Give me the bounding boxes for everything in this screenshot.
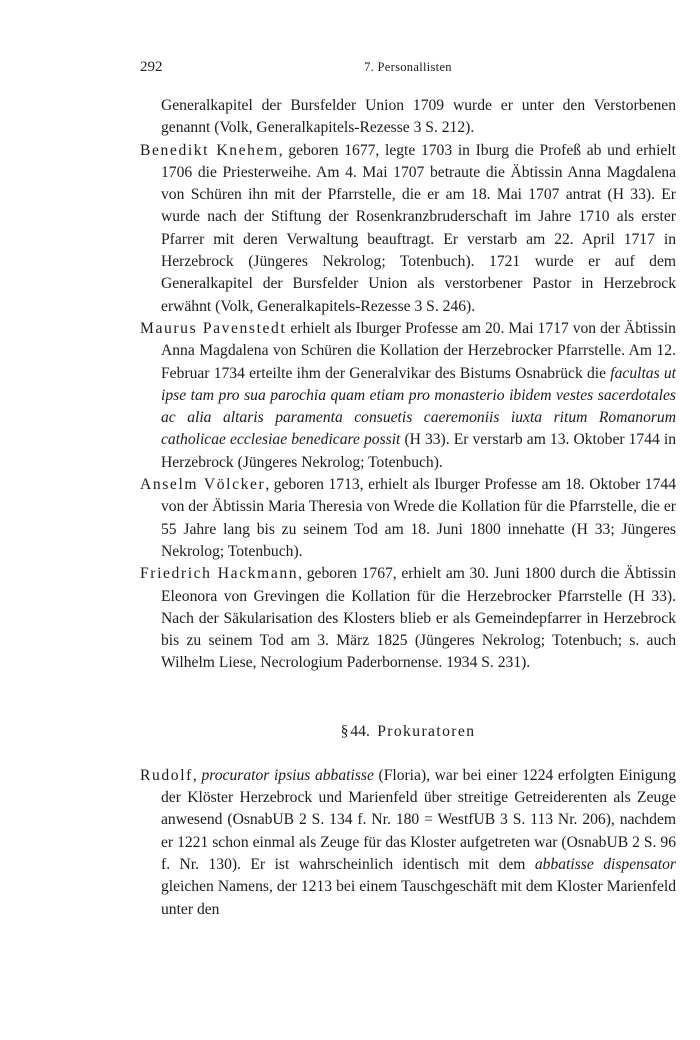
entry-voelcker [140, 474, 676, 563]
entry-name: Friedrich Hackmann [140, 565, 299, 583]
latin-quotation: procurator ipsius abbatisse [201, 766, 374, 784]
entry-hackmann [140, 563, 676, 674]
entry-text: , geboren 1713, erhielt als Iburger Professe am 18. Oktober 1744 von der Äbtissin Maria Theresia von Wrede die Kollation für die Pfarrstelle, die er 55 Jahre lang bis zu seinem Tod am 18. Juni 1800 innehatte (H 33; Jüngeres Nekrolog; Totenbuch). [161, 476, 676, 560]
entry-text: , geboren 1677, legte 1703 in Iburg die Profeß ab und erhielt 1706 die Priesterweihe. Am 4. Mai 1707 betraute die Äbtissin Anna Magdalena von Schüren ihn mit der Pfarrstelle, die er am 18. Mai 1707 antrat (H 33). Er wurde nach der Stiftung der Rosenkranzbruderschaft im Jahre 1710 als erster Pfarrer mit deren Verwaltung beauftragt. Er verstarb am 22. April 1717 in Herzebrock (Jüngeres Nekrolog; Totenbuch). 1721 wurde er auf dem Generalkapitel der Bursfelder Union als verstorbener Pastor in Herzebrock erwähnt (Volk, Generalkapitels-Rezesse 3 S. 246). [161, 141, 676, 315]
entry-text: , geboren 1767, erhielt am 30. Juni 1800 durch die Äbtissin Eleonora von Grevingen die Kollation für die Herzebrocker Pfarrstelle (H 33). Nach der Säkularisation des Klosters blieb er als Gemeindepfarrer in Herzebrock bis zu seinem Tod am 3. März 1825 (Jüngeres Nekrolog; Totenbuch; s. auch Wilhelm Liese, Necrologium Paderbornense. 1934 S. 231). [161, 565, 677, 672]
page-body [140, 95, 676, 921]
entry-text: gleichen Namens, der 1213 bei einem Tauschgeschäft mit dem Kloster Marienfeld unter den [161, 878, 676, 918]
entry-text: , [192, 766, 202, 784]
page-header [140, 59, 676, 79]
running-title: 7. Personallisten [364, 60, 452, 74]
entry-rudolf [140, 765, 676, 921]
section-title-text: Prokuratoren [377, 722, 476, 740]
entry-pavenstedt [140, 318, 676, 474]
section-number: 44. [350, 722, 370, 740]
section-heading [140, 723, 676, 741]
entry-name: Anselm Völcker [140, 476, 266, 494]
entry-text: erhielt als Iburger Professe am 20. Mai 1717 von der Äbtissin Anna Magdalena von Schüren die Kollation der Herzebrocker Pfarrstelle. Am 12. Februar 1734 erteilte ihm der Generalvikar des Bistums Osnabrück die [161, 319, 676, 382]
entry-name: Maurus Pavenstedt [140, 319, 287, 337]
page-number: 292 [140, 59, 163, 75]
entry-text: (H 33). Er verstarb am 13. Oktober 1744 in Herzebrock (Jüngeres Nekrolog; Totenbuch). [161, 431, 676, 471]
latin-quotation: abbatisse dispensator [534, 855, 676, 873]
entry-name: Rudolf [140, 766, 193, 784]
latin-quotation: facultas ut ipse tam pro sua parochia quam etiam pro monasterio ibidem vestes sacerdotales ac alia altaris paramenta consuetis caeremoniis iuxta ritum Romanorum catholicae ecclesiae benedicare possit [161, 364, 677, 449]
continued-paragraph: Generalkapitel der Bursfelder Union 1709 wurde er unter den Verstorbenen genannt (Volk, Generalkapitels-Rezesse 3 S. 212). [161, 97, 676, 137]
entry-name: Benedikt Knehem [140, 141, 279, 159]
entry-knehem [140, 140, 676, 318]
section-symbol: § [340, 722, 349, 740]
entry-text: (Floria), war bei einer 1224 erfolgten Einigung der Klöster Herzebrock und Marienfeld über streitige Getreiderenten als Zeuge anwesend (OsnabUB 2 S. 134 f. Nr. 180 = WestfUB 3 S. 113 Nr. 206), nachdem er 1221 schon einmal als Zeuge für das Kloster aufgetreten war (OsnabUB 2 S. 96 f. Nr. 130). Er ist wahrscheinlich identisch mit dem [161, 766, 677, 873]
